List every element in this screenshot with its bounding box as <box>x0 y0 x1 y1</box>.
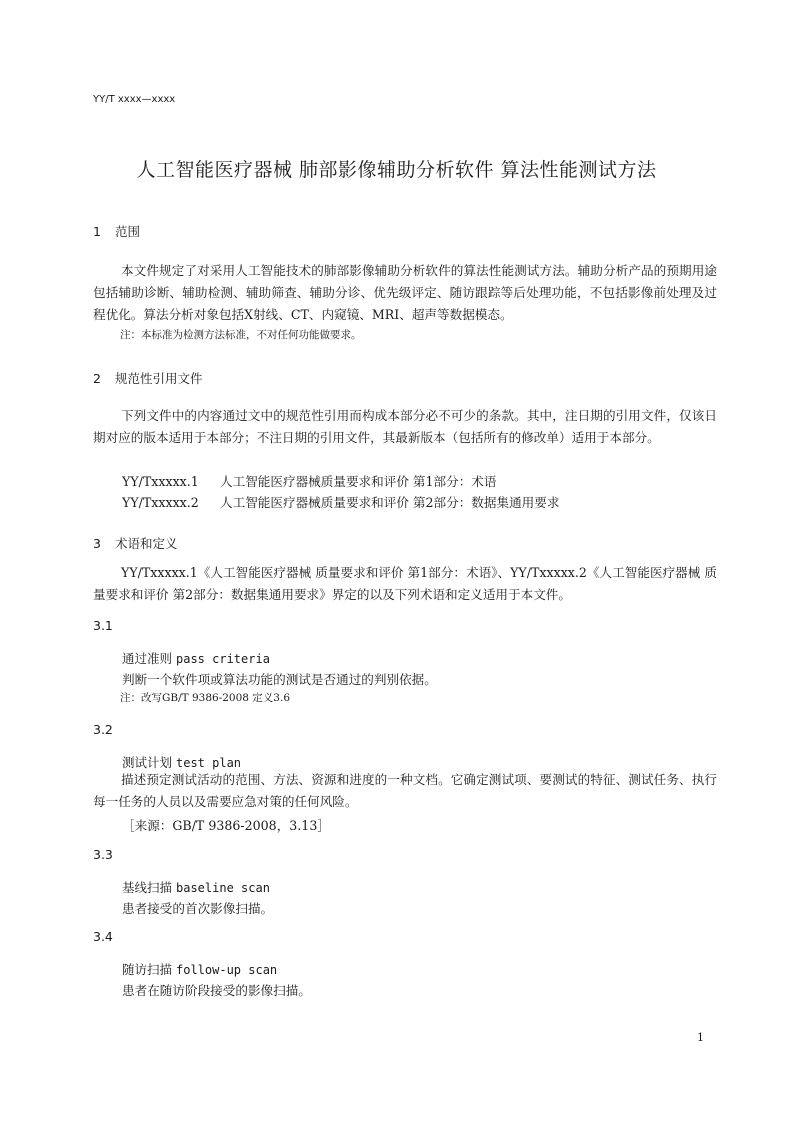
page-number: 1 <box>697 1031 704 1044</box>
scope-note: 注：本标准为检测方法标准，不对任何功能做要求。 <box>120 329 362 341</box>
term-definition: 描述预定测试活动的范围、方法、资源和进度的一种文档。它确定测试项、要测试的特征、测试任务、执行每一任务的人员以及需要应急对策的任何风险。 <box>93 772 717 809</box>
term-chinese: 基线扫描 <box>122 880 173 895</box>
section-number: 3 <box>93 536 101 551</box>
reference-title: 人工智能医疗器械质量要求和评价 第2部分：数据集通用要求 <box>220 495 560 510</box>
term-note: 注：改写GB/T 9386-2008 定义3.6 <box>120 692 291 704</box>
section-heading-scope <box>93 222 140 240</box>
section-number: 1 <box>93 224 101 239</box>
term-definition: 患者在随访阶段接受的影像扫描。 <box>122 983 311 998</box>
document-code-header: YY/T xxxx—xxxx <box>93 94 176 105</box>
term-english: pass criteria <box>176 652 270 666</box>
clause-number: 3.4 <box>93 929 113 944</box>
term-english: follow-up scan <box>176 963 278 977</box>
term-heading <box>122 960 277 978</box>
reference-entry <box>122 492 559 511</box>
reference-code: YY/Txxxxx.1 <box>122 474 199 489</box>
clause-number: 3.3 <box>93 847 113 862</box>
term-chinese: 随访扫描 <box>122 962 173 977</box>
term-definition: 患者接受的首次影像扫描。 <box>122 901 274 916</box>
reference-entry <box>122 471 497 490</box>
term-chinese: 测试计划 <box>122 755 173 770</box>
term-chinese: 通过准则 <box>122 651 173 666</box>
reference-code: YY/Txxxxx.2 <box>122 495 199 510</box>
term-english: test plan <box>176 756 242 770</box>
clause-number: 3.2 <box>93 722 113 737</box>
document-title: 人工智能医疗器械 肺部影像辅助分析软件 算法性能测试方法 <box>136 159 657 181</box>
term-english: baseline scan <box>176 881 270 895</box>
scope-paragraph: 本文件规定了对采用人工智能技术的肺部影像辅助分析软件的算法性能测试方法。辅助分析产品的预期用途包括辅助诊断、辅助检测、辅助筛查、辅助分诊、优先级评定、随访跟踪等后处理功能，不包括影像前处理及过程优化。算法分析对象包括X射线、CT、内窥镜、MRI、超声等数据模态。 <box>93 263 717 322</box>
section-title: 范围 <box>115 224 141 239</box>
term-heading <box>122 649 270 667</box>
term-definition: 判断一个软件项或算法功能的测试是否通过的判别依据。 <box>122 672 437 687</box>
section-title: 术语和定义 <box>115 536 178 551</box>
terms-intro-paragraph: YY/Txxxxx.1《人工智能医疗器械 质量要求和评价 第1部分：术语》、YY/Txxxxx.2《人工智能医疗器械 质量要求和评价 第2部分：数据集通用要求》界定的以及下列术语和定义适用于本文件。 <box>93 565 717 602</box>
section-number: 2 <box>93 371 101 386</box>
references-paragraph: 下列文件中的内容通过文中的规范性引用而构成本部分必不可少的条款。其中，注日期的引用文件，仅该日期对应的版本适用于本部分；不注日期的引用文件，其最新版本（包括所有的修改单）适用于本部分。 <box>93 408 717 445</box>
section-heading-normative-references <box>93 369 203 387</box>
reference-title: 人工智能医疗器械质量要求和评价 第1部分：术语 <box>220 474 497 489</box>
section-heading-terms <box>93 534 178 552</box>
clause-number: 3.1 <box>93 618 113 633</box>
term-heading <box>122 878 270 896</box>
term-source: ［来源：GB/T 9386-2008，3.13］ <box>122 818 330 833</box>
section-title: 规范性引用文件 <box>115 371 203 386</box>
